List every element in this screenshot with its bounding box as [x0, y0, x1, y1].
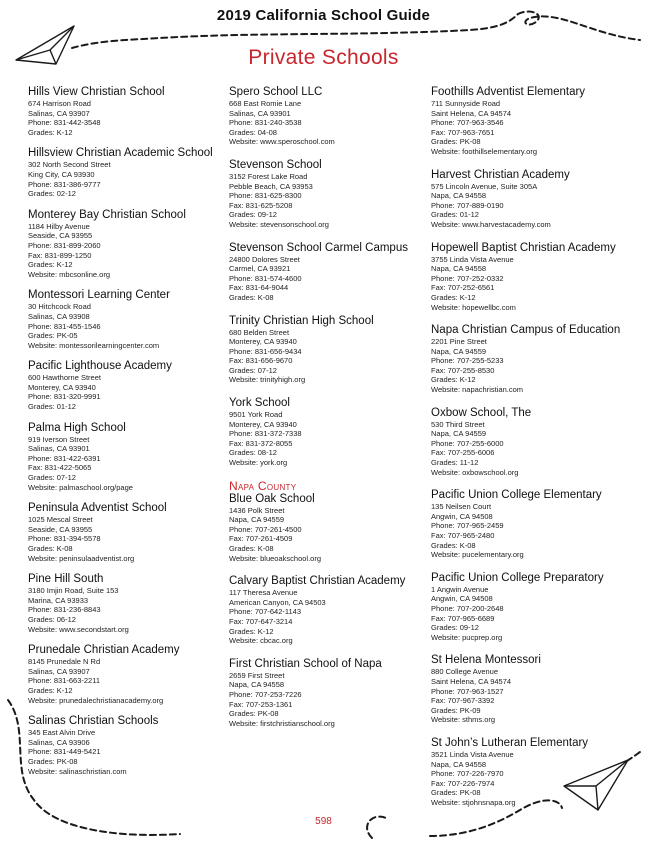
school-listing — [229, 493, 427, 564]
school-listing — [431, 324, 629, 395]
school-listing — [431, 169, 629, 230]
school-detail-line: Grades: 11-12 — [431, 458, 479, 468]
school-detail-line: Angwin, CA 94508 — [431, 511, 493, 521]
school-detail-line: Phone: 707-642-1143 — [229, 607, 302, 617]
school-detail-line: Website: montessorilearningcenter.com — [28, 340, 160, 350]
school-detail-line: Fax: 831-656-9670 — [229, 356, 293, 366]
school-detail-line: Website: oxbowschool.org — [431, 467, 519, 477]
school-detail-line: Grades: K-08 — [229, 292, 274, 302]
school-name: Stevenson School — [229, 158, 322, 171]
school-detail-line: Grades: K-12 — [229, 626, 274, 636]
school-detail-line: Phone: 707-963-3546 — [431, 118, 504, 128]
school-detail-line: Salinas, CA 93901 — [28, 444, 90, 454]
school-name: Pacific Union College Preparatory — [431, 571, 604, 584]
school-detail-line: Grades: K-12 — [28, 685, 73, 695]
school-name: Hopewell Baptist Christian Academy — [431, 241, 616, 254]
school-listing — [229, 575, 427, 646]
school-detail-line: Website: stevensonschool.org — [229, 219, 329, 229]
school-detail-line: Website: york.org — [229, 458, 288, 468]
school-detail-line: Fax: 831-422-5065 — [28, 463, 92, 473]
school-name: Pacific Lighthouse Academy — [28, 360, 172, 373]
school-detail-line: Salinas, CA 93907 — [28, 666, 90, 676]
school-detail-line: 135 Neilsen Court — [431, 502, 492, 512]
school-name: Stevenson School Carmel Campus — [229, 241, 408, 254]
school-detail-line: Grades: 07-12 — [28, 473, 76, 483]
school-detail-line: 2201 Pine Street — [431, 337, 487, 347]
school-detail-line: 3521 Linda Vista Avenue — [431, 749, 514, 759]
school-name: Palma High School — [28, 421, 126, 434]
school-detail-line: American Canyon, CA 94503 — [229, 597, 326, 607]
school-detail-line: Grades: 09-12 — [431, 623, 479, 633]
school-detail-line: Seaside, CA 93955 — [28, 231, 93, 241]
school-detail-line: Grades: PK-08 — [28, 756, 78, 766]
school-detail-line: Grades: 08-12 — [229, 448, 277, 458]
school-detail-line: Grades: K-12 — [28, 260, 73, 270]
school-name: Calvary Baptist Christian Academy — [229, 575, 406, 588]
school-name: Trinity Christian High School — [229, 314, 374, 327]
school-detail-line: Salinas, CA 93907 — [28, 108, 90, 118]
school-detail-line: Phone: 831-442-3548 — [28, 118, 101, 128]
school-detail-line: 668 East Romie Lane — [229, 99, 302, 108]
school-listing — [431, 489, 629, 560]
school-name: Spero School LLC — [229, 86, 323, 98]
school-detail-line: Grades: K-12 — [28, 127, 73, 137]
school-detail-line: Fax: 831-899-1250 — [28, 250, 92, 260]
school-detail-line: 711 Sunnyside Road — [431, 99, 501, 108]
school-name: St John’s Lutheran Elementary — [431, 736, 589, 749]
school-detail-line: Phone: 707-252-0332 — [431, 273, 504, 283]
school-detail-line: Fax: 707-226-7974 — [431, 778, 495, 788]
school-name: Montessori Learning Center — [28, 289, 170, 302]
school-detail-line: Phone: 831-574-4600 — [229, 273, 302, 283]
school-detail-line: Marina, CA 93933 — [28, 595, 89, 605]
school-listing — [431, 737, 629, 808]
school-detail-line: Phone: 707-963-1527 — [431, 686, 504, 696]
school-detail-line: Angwin, CA 94508 — [431, 594, 493, 604]
school-name: Harvest Christian Academy — [431, 168, 570, 181]
school-listing — [431, 242, 629, 313]
school-name: Napa Christian Campus of Education — [431, 324, 621, 337]
school-detail-line: Phone: 831-372-7338 — [229, 429, 302, 439]
school-listing — [229, 658, 427, 729]
school-detail-line: Saint Helena, CA 94574 — [431, 676, 512, 686]
school-detail-line: Grades: 06-12 — [28, 614, 76, 624]
school-listing — [28, 502, 226, 563]
guide-title: 2019 California School Guide — [216, 7, 431, 24]
school-detail-line: Phone: 831-455-1546 — [28, 321, 101, 331]
school-detail-line: 530 Third Street — [431, 419, 485, 429]
school-detail-line: Website: cbcac.org — [229, 636, 293, 646]
school-detail-line: Phone: 831-236-8843 — [28, 605, 101, 615]
school-detail-line: Monterey, CA 93940 — [229, 337, 297, 347]
school-detail-line: Fax: 707-255-8530 — [431, 365, 495, 375]
school-name: Hills View Christian School — [28, 86, 165, 98]
school-detail-line: Grades: 04-08 — [229, 127, 277, 137]
school-detail-line: 919 Iverson Street — [28, 434, 90, 444]
school-detail-line: Monterey, CA 93940 — [28, 382, 96, 392]
school-listing — [28, 644, 226, 705]
school-name: York School — [229, 397, 290, 410]
school-listing — [431, 407, 629, 478]
school-listing — [28, 209, 226, 280]
school-listing — [28, 289, 226, 350]
school-detail-line: 1025 Mescal Street — [28, 515, 93, 525]
school-detail-line: Phone: 707-261-4500 — [229, 524, 302, 534]
page-number: 598 — [315, 816, 332, 827]
school-name: Peninsula Adventist School — [28, 502, 167, 515]
school-detail-line: Carmel, CA 93921 — [229, 264, 291, 274]
school-detail-line: Grades: PK-09 — [431, 705, 481, 715]
school-name: First Christian School of Napa — [229, 657, 382, 670]
school-listing — [229, 315, 427, 386]
school-detail-line: 3180 Imjin Road, Suite 153 — [28, 586, 119, 596]
school-detail-line: 1 Angwin Avenue — [431, 584, 489, 594]
school-listing — [229, 242, 427, 303]
school-detail-line: King City, CA 93930 — [28, 169, 95, 179]
school-detail-line: 2659 First Street — [229, 670, 285, 680]
school-detail-line: 1184 Hilby Avenue — [28, 221, 90, 231]
school-detail-line: Phone: 831-240-3538 — [229, 118, 302, 128]
school-detail-line: Grades: 07-12 — [229, 365, 277, 375]
school-detail-line: 117 Theresa Avenue — [229, 588, 298, 598]
school-name: Salinas Christian Schools — [28, 715, 159, 728]
school-detail-line: Phone: 831-449-5421 — [28, 747, 101, 757]
school-detail-line: Website: sthms.org — [431, 715, 496, 725]
school-detail-line: Phone: 707-255-5233 — [431, 356, 504, 366]
school-listing — [28, 715, 226, 776]
school-detail-line: Fax: 707-965-6689 — [431, 613, 495, 623]
school-name: Pacific Union College Elementary — [431, 489, 602, 502]
school-detail-line: Fax: 707-261-4509 — [229, 534, 293, 544]
school-detail-line: Grades: PK-05 — [28, 331, 78, 341]
school-detail-line: Website: www.speroschool.com — [229, 137, 335, 147]
school-detail-line: Grades: K-12 — [431, 292, 476, 302]
school-detail-line: Website: pucprep.org — [431, 632, 503, 642]
school-detail-line: Website: salinaschristian.com — [28, 766, 127, 776]
school-name: Prunedale Christian Academy — [28, 644, 180, 657]
school-detail-line: Website: hopewellbc.com — [431, 302, 516, 312]
school-detail-line: Grades: K-08 — [28, 544, 73, 553]
school-column-2 — [229, 86, 427, 740]
school-detail-line: 680 Belden Street — [229, 327, 290, 337]
school-detail-line: 30 Hitchcock Road — [28, 302, 91, 312]
school-detail-line: Phone: 707-889-0190 — [431, 200, 504, 210]
school-detail-line: Grades: K-08 — [229, 544, 274, 553]
school-detail-line: Fax: 707-965-2480 — [431, 531, 495, 540]
school-detail-line: 3755 Linda Vista Avenue — [431, 254, 514, 264]
school-detail-line: Fax: 707-967-3392 — [431, 696, 495, 706]
school-detail-line: Monterey, CA 93940 — [229, 419, 297, 429]
school-name: Hillsview Christian Academic School — [28, 147, 213, 160]
school-detail-line: Salinas, CA 93908 — [28, 311, 90, 321]
school-detail-line: Grades: PK-08 — [431, 788, 481, 798]
school-detail-line: Grades: K-08 — [431, 540, 476, 550]
region-heading: Napa County — [229, 478, 297, 493]
school-detail-line: Phone: 707-253-7226 — [229, 689, 302, 699]
school-detail-line: 600 Hawthorne Street — [28, 373, 101, 383]
school-detail-line: Website: www.secondstart.org — [28, 624, 129, 634]
school-detail-line: Napa, CA 94558 — [431, 264, 487, 274]
school-listing — [431, 86, 629, 157]
school-name: Foothills Adventist Elementary — [431, 86, 586, 98]
school-detail-line: 302 North Second Street — [28, 160, 111, 170]
school-detail-line: Fax: 707-252-6561 — [431, 283, 495, 293]
school-detail-line: Website: blueoakschool.org — [229, 553, 321, 563]
school-listing — [431, 654, 629, 725]
school-listing — [28, 86, 226, 137]
school-detail-line: Napa, CA 94558 — [431, 759, 487, 769]
school-detail-line: Phone: 831-625-8300 — [229, 191, 302, 201]
school-detail-line: Fax: 831-625-5208 — [229, 200, 293, 210]
school-detail-line: Fax: 707-255-6006 — [431, 448, 495, 458]
school-detail-line: 575 Lincoln Avenue, Suite 305A — [431, 181, 538, 191]
school-name: Monterey Bay Christian School — [28, 208, 186, 221]
school-detail-line: Website: napachristian.com — [431, 385, 523, 395]
school-column-1 — [28, 86, 226, 786]
school-detail-line: Grades: 01-12 — [431, 210, 479, 220]
school-detail-line: Fax: 831-64-9044 — [229, 283, 289, 293]
school-detail-line: Website: mbcsonline.org — [28, 269, 110, 279]
school-listing — [28, 360, 226, 411]
school-detail-line: Phone: 831-663-2211 — [28, 676, 101, 686]
school-detail-line: Salinas, CA 93901 — [229, 108, 291, 118]
school-detail-line: Seaside, CA 93955 — [28, 524, 93, 534]
school-detail-line: Phone: 831-386-9777 — [28, 179, 101, 189]
school-detail-line: Phone: 707-200-2648 — [431, 603, 504, 613]
school-detail-line: Website: peninsulaadventist.org — [28, 553, 135, 563]
section-title: Private Schools — [248, 46, 399, 69]
school-column-3 — [431, 86, 629, 819]
school-detail-line: Grades: 01-12 — [28, 402, 76, 412]
school-detail-line: 880 College Avenue — [431, 667, 499, 677]
school-detail-line: Website: foothillselementary.org — [431, 146, 538, 156]
school-detail-line: Napa, CA 94559 — [229, 515, 285, 525]
school-detail-line: 8145 Prunedale N Rd — [28, 657, 101, 667]
school-detail-line: Fax: 831-372-8055 — [229, 438, 293, 448]
school-detail-line: Website: stjohnsnapa.org — [431, 797, 516, 807]
school-detail-line: Napa, CA 94559 — [431, 346, 487, 356]
school-detail-line: Napa, CA 94558 — [431, 191, 487, 201]
school-detail-line: Grades: 09-12 — [229, 210, 277, 220]
school-detail-line: Fax: 707-647-3214 — [229, 616, 293, 626]
school-listing — [229, 159, 427, 230]
school-detail-line: Website: pucelementary.org — [431, 550, 524, 560]
school-detail-line: Grades: PK-08 — [229, 709, 279, 719]
school-name: Oxbow School, The — [431, 406, 532, 419]
school-detail-line: 9501 York Road — [229, 410, 283, 420]
school-detail-line: Fax: 707-963-7651 — [431, 127, 495, 137]
school-detail-line: Website: prunedalechristianacademy.org — [28, 695, 164, 705]
school-listing — [28, 573, 226, 634]
school-listing — [28, 147, 226, 198]
school-detail-line: Phone: 831-394-5578 — [28, 534, 101, 544]
school-detail-line: 3152 Forest Lake Road — [229, 171, 308, 181]
school-name: Blue Oak School — [229, 492, 315, 505]
school-detail-line: Phone: 831-422-6391 — [28, 453, 101, 463]
school-detail-line: Saint Helena, CA 94574 — [431, 108, 512, 118]
school-listing — [229, 86, 427, 147]
school-detail-line: Website: www.harvestacademy.com — [431, 219, 551, 229]
school-detail-line: Phone: 831-899-2060 — [28, 240, 101, 250]
school-detail-line: 1436 Polk Street — [229, 505, 285, 515]
school-detail-line: Grades: 02-12 — [28, 189, 76, 199]
school-detail-line: Pebble Beach, CA 93953 — [229, 181, 313, 191]
school-name: St Helena Montessori — [431, 654, 541, 667]
school-detail-line: Phone: 707-255-6000 — [431, 438, 504, 448]
school-detail-line: Website: trinityhigh.org — [229, 375, 306, 385]
school-detail-line: Phone: 707-226-7970 — [431, 769, 504, 779]
school-detail-line: Napa, CA 94558 — [229, 680, 285, 690]
school-listing — [229, 397, 427, 468]
school-detail-line: Grades: K-12 — [431, 375, 476, 385]
school-detail-line: Phone: 707-965-2459 — [431, 521, 504, 531]
school-detail-line: Phone: 831-656-9434 — [229, 346, 302, 356]
school-detail-line: Salinas, CA 93906 — [28, 737, 90, 747]
school-detail-line: 345 East Alvin Drive — [28, 728, 96, 738]
school-listing — [28, 422, 226, 493]
school-listing — [431, 572, 629, 643]
school-detail-line: 24800 Dolores Street — [229, 254, 300, 264]
school-name: Pine Hill South — [28, 573, 104, 586]
school-detail-line: Grades: PK-08 — [431, 137, 481, 147]
school-detail-line: Napa, CA 94559 — [431, 429, 487, 439]
school-detail-line: Fax: 707-253-1361 — [229, 699, 293, 709]
school-detail-line: 674 Harrison Road — [28, 99, 91, 108]
school-detail-line: Phone: 831-320-9991 — [28, 392, 101, 402]
school-detail-line: Website: firstchristianschool.org — [229, 718, 335, 728]
school-detail-line: Website: palmaschool.org/page — [28, 482, 133, 492]
